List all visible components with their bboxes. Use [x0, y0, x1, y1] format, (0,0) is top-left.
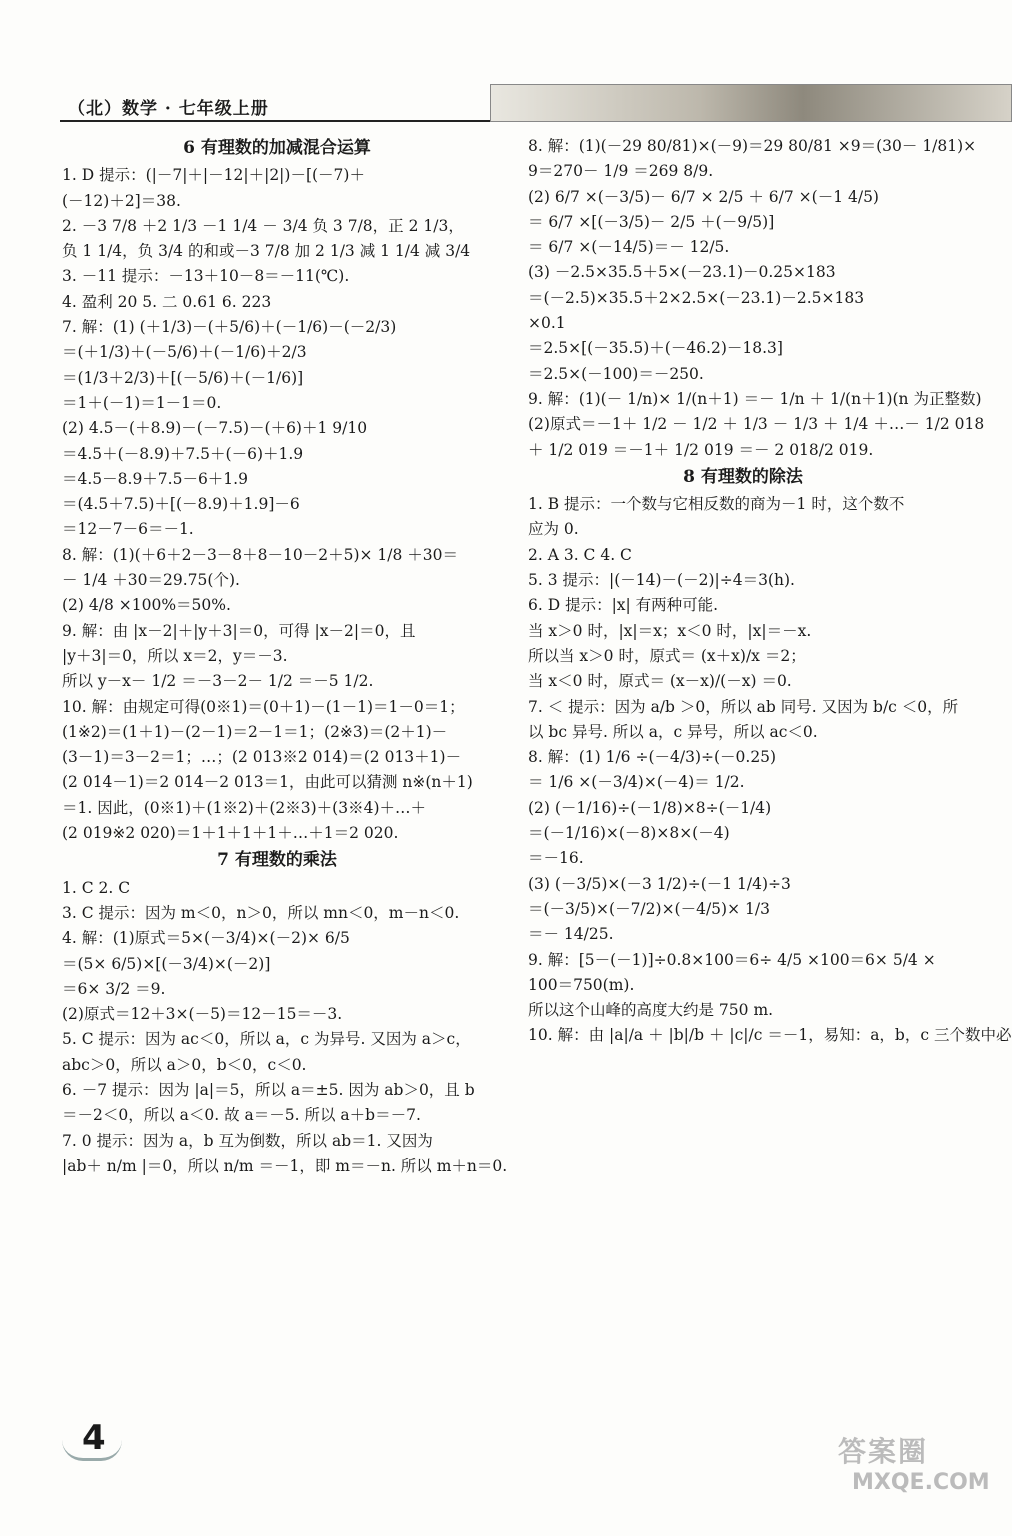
- answer-line: ＝(5× 6/5)×[(－3/4)×(－2)]: [62, 954, 271, 973]
- answer-line: 当 x＞0 时，|x|＝x；x＜0 时，|x|＝－x.: [528, 621, 812, 640]
- answer-line: ＝ 1/6 ×(－3/4)×(－4)＝ 1/2.: [528, 773, 745, 792]
- answer-line: － 1/4 ＋30＝29.75(个).: [62, 571, 240, 590]
- page-number: 4: [82, 1418, 106, 1458]
- answer-line: 1. B 提示：一个数与它相反数的商为－1 时，这个数不: [528, 495, 905, 514]
- answer-line: (3－1)＝3－2＝1；…；(2 013※2 014)＝(2 013＋1)－: [62, 748, 462, 767]
- answer-line: ＝1. 因此，(0※1)＋(1※2)＋(2※3)＋(3※4)＋…＋: [62, 798, 426, 817]
- answer-line: 7. 解：(1) (＋1/3)－(＋5/6)＋(－1/6)－(－2/3): [62, 318, 397, 337]
- answer-line: 8. 解：(1)(－29 80/81)×(－9)＝29 80/81 ×9＝(30－ 1/81)×: [528, 137, 977, 155]
- answer-line: 9. 解：由 |x－2|＋|y＋3|＝0，可得 |x－2|＝0，且: [62, 621, 416, 640]
- answer-line: (2 014－1)＝2 014－2 013＝1，由此可以猜测 n※(n＋1): [62, 773, 473, 792]
- watermark-logo: 答案圈: [838, 1435, 929, 1468]
- answer-line: 所以当 x＞0 时，原式＝ (x＋x)/x ＝2；: [528, 646, 806, 665]
- answer-line: (－12)＋2]＝38.: [62, 191, 181, 210]
- answer-line: 4. 解：(1)原式＝5×(－3/4)×(－2)× 6/5: [62, 929, 350, 948]
- answer-line: 5. C 提示：因为 ac＜0，所以 a，c 为异号. 又因为 a＞c，: [62, 1030, 471, 1049]
- header-rule: [60, 120, 490, 122]
- answer-line: 3. －11 提示：－13＋10－8＝－11(℃).: [62, 267, 350, 286]
- answer-line: ＝2.5×[(－35.5)＋(－46.2)－18.3]: [528, 339, 783, 358]
- answer-line: 9. 解：(1)(－ 1/n)× 1/(n＋1) ＝－ 1/n ＋ 1/(n＋1)(n 为正整数): [528, 389, 982, 408]
- answer-line: (2 019※2 020)＝1＋1＋1＋1＋…＋1＝2 020.: [62, 824, 399, 843]
- answer-line: 100＝750(m).: [528, 975, 635, 994]
- answer-line: 9＝270－ 1/9 ＝269 8/9.: [528, 162, 714, 181]
- answer-line: 10. 解：由 |a|/a ＋ |b|/b ＋ |c|/c ＝－1，易知：a，b，c 三个数中必: [528, 1026, 1012, 1045]
- answer-line: 所以 y－x－ 1/2 ＝－3－2－ 1/2 ＝－5 1/2.: [62, 672, 374, 691]
- answer-line: ＝4.5－8.9＋7.5－6＋1.9: [62, 469, 248, 488]
- page-header: [60, 92, 940, 122]
- section-title: 8 有理数的除法: [683, 466, 803, 487]
- answer-line: 4. 盈利 20 5. 二 0.61 6. 223: [62, 292, 272, 311]
- watermark-url: MXQE.COM: [852, 1470, 990, 1495]
- answer-line: 当 x＜0 时，原式＝ (x－x)/(－x) ＝0.: [528, 672, 792, 691]
- answer-line: ×0.1: [528, 314, 566, 333]
- answer-line: ＝(4.5＋7.5)＋[(－8.9)＋1.9]－6: [62, 495, 300, 514]
- answer-line: 以 bc 异号. 所以 a，c 异号，所以 ac＜0.: [528, 722, 818, 741]
- answer-line: 负 1 1/4，负 3/4 的和或－3 7/8 加 2 1/3 减 1 1/4 减 3/4: [62, 242, 471, 261]
- answer-line: ＝12－7－6＝－1.: [62, 520, 194, 539]
- answer-line: 所以这个山峰的高度大约是 750 m.: [528, 1001, 774, 1020]
- header-landscape-illustration: [490, 84, 1012, 122]
- answer-line: (2) 4.5－(＋8.9)－(－7.5)－(＋6)＋1 9/10: [62, 419, 368, 438]
- answer-line: 7. ＜ 提示：因为 a/b ＞0，所以 ab 同号. 又因为 b/c ＜0，所: [528, 697, 959, 716]
- answer-line: 7. 0 提示：因为 a，b 互为倒数，所以 ab＝1. 又因为: [62, 1131, 433, 1150]
- right-column: [528, 134, 1012, 1049]
- answer-line: ＝－ 14/25.: [528, 925, 614, 944]
- answer-line: ＝(－1/16)×(－8)×8×(－4): [528, 824, 730, 843]
- answer-line: ＝6× 3/2 ＝9.: [62, 979, 166, 998]
- answer-line: 1. C 2. C: [62, 878, 131, 897]
- left-column: [62, 134, 508, 1179]
- answer-line: 8. 解：(1) 1/6 ÷(－4/3)÷(－0.25): [528, 748, 777, 767]
- answer-line: 应为 0.: [528, 520, 579, 539]
- answer-line: ＝ 6/7 ×[(－3/5)－ 2/5 ＋(－9/5)]: [528, 212, 775, 231]
- answer-line: ＝4.5＋(－8.9)＋7.5＋(－6)＋1.9: [62, 444, 304, 463]
- answer-line: ＝ 6/7 ×(－14/5)＝－ 12/5.: [528, 238, 730, 257]
- answer-line: 10. 解：由规定可得(0※1)＝(0＋1)－(1－1)＝1－0＝1；: [62, 697, 465, 716]
- answer-line: ＋ 1/2 019 ＝－1＋ 1/2 019 ＝－ 2 018/2 019.: [528, 440, 874, 459]
- section-title: 7 有理数的乘法: [217, 850, 337, 871]
- answer-line: (2) (－1/16)÷(－1/8)×8÷(－1/4): [528, 798, 772, 817]
- answer-line: ＝(1/3＋2/3)＋[(－5/6)＋(－1/6)]: [62, 368, 304, 387]
- answer-line: 5. 3 提示：|(－14)－(－2)|÷4＝3(h).: [528, 571, 795, 590]
- answer-line: (1※2)＝(1＋1)－(2－1)＝2－1＝1；(2※3)＝(2＋1)－: [62, 722, 448, 741]
- answer-line: ＝－2＜0，所以 a＜0. 故 a＝－5. 所以 a＋b＝－7.: [62, 1106, 421, 1125]
- answer-line: ＝(－2.5)×35.5＋2×2.5×(－23.1)－2.5×183: [528, 288, 865, 307]
- answer-line: 1. D 提示：(|－7|＋|－12|＋|2|)－[(－7)＋: [62, 166, 365, 185]
- section-title: 6 有理数的加减混合运算: [183, 138, 371, 158]
- answer-line: 3. C 提示：因为 m＜0，n＞0，所以 mn＜0，m－n＜0.: [62, 903, 460, 922]
- answer-line: (3) (－3/5)×(－3 1/2)÷(－1 1/4)÷3: [528, 874, 791, 893]
- answer-line: (3) －2.5×35.5＋5×(－23.1)－0.25×183: [528, 263, 836, 282]
- answer-line: 2. －3 7/8 ＋2 1/3 －1 1/4 － 3/4 负 3 7/8，正 2 1/3，: [62, 216, 464, 235]
- answer-line: ＝(＋1/3)＋(－5/6)＋(－1/6)＋2/3: [62, 343, 307, 362]
- answer-line: ＝－16.: [528, 849, 584, 868]
- answer-line: 2. A 3. C 4. C: [528, 545, 632, 564]
- header-title: （北）数学 · 七年级上册: [68, 99, 269, 119]
- answer-line: ＝(－3/5)×(－7/2)×(－4/5)× 1/3: [528, 899, 770, 918]
- answer-line: |ab＋ n/m |＝0，所以 n/m ＝－1，即 m＝－n. 所以 m＋n＝0.: [62, 1156, 508, 1175]
- answer-line: 6. D 提示：|x| 有两种可能.: [528, 596, 719, 615]
- answer-line: |y＋3|＝0，所以 x＝2，y＝－3.: [62, 646, 288, 665]
- answer-line: ＝2.5×(－100)＝－250.: [528, 364, 704, 383]
- answer-line: ＝1＋(－1)＝1－1＝0.: [62, 393, 222, 412]
- answer-line: 6. －7 提示：因为 |a|＝5，所以 a＝±5. 因为 ab＞0，且 b: [62, 1080, 475, 1099]
- answer-line: (2) 6/7 ×(－3/5)－ 6/7 × 2/5 ＋ 6/7 ×(－1 4/5): [528, 187, 879, 206]
- answer-line: (2) 4/8 ×100%＝50%.: [62, 596, 231, 615]
- answer-line: 9. 解：[5－(－1)]÷0.8×100＝6÷ 4/5 ×100＝6× 5/4 ×: [528, 950, 936, 969]
- answer-line: 8. 解：(1)(＋6＋2－3－8＋8－10－2＋5)× 1/8 ＋30＝: [62, 545, 459, 564]
- answer-line: (2)原式＝12＋3×(－5)＝12－15＝－3.: [62, 1005, 343, 1024]
- answer-line: (2)原式＝－1＋ 1/2 － 1/2 ＋ 1/3 － 1/3 ＋ 1/4 ＋…－ 1/2 018: [528, 415, 985, 434]
- answer-line: abc＞0，所以 a＞0，b＜0，c＜0.: [62, 1055, 307, 1074]
